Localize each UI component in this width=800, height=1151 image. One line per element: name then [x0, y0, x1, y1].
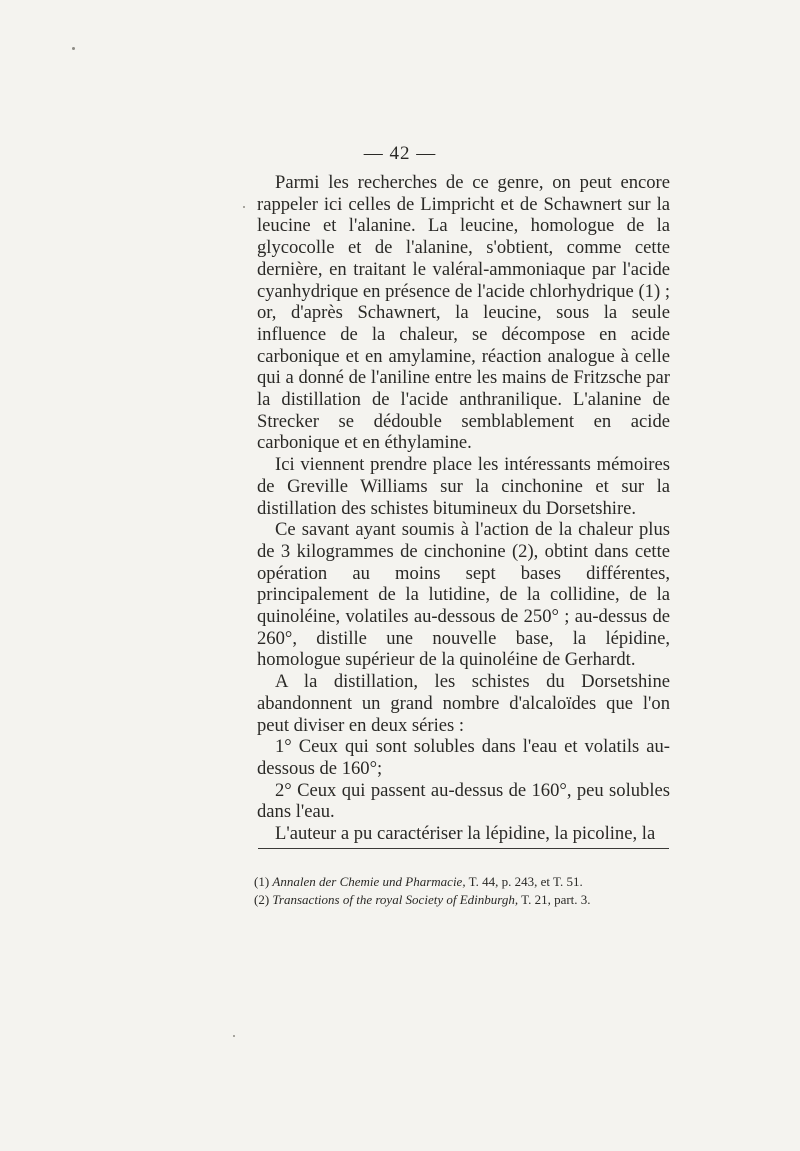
footnote-divider: [258, 848, 669, 849]
paper-speck: [72, 47, 75, 50]
footnote: [254, 873, 674, 891]
footnote-reference: T. 44, p. 243, et T. 51.: [468, 874, 583, 889]
footnote-work: Annalen der Chemie und Pharmacie,: [272, 874, 466, 889]
paragraph: A la distillation, les schistes du Dorsetshine abandonnent un grand nombre d'alcaloïdes que l'on peut diviser en deux séries :: [257, 671, 670, 736]
footnote-marker: (2): [254, 892, 270, 907]
paragraph: Ici viennent prendre place les intéressants mémoires de Greville Williams sur la cinchonine et sur la distillation des schistes bitumineux du Dorsetshire.: [257, 454, 670, 519]
paragraph: 2° Ceux qui passent au-dessus de 160°, peu solubles dans l'eau.: [257, 779, 670, 823]
footnote-reference: T. 21, part. 3.: [521, 892, 591, 907]
footnote: [254, 891, 674, 909]
paper-speck: [243, 206, 245, 208]
footnote-work: Transactions of the royal Society of Edinburgh,: [272, 892, 519, 907]
paragraph: Ce savant ayant soumis à l'action de la chaleur plus de 3 kilogrammes de cinchonine (2), obtint dans cette opération au moins sept bases différentes, principalement de la lutidine, de la collidine, de la quinoléine, volatiles au-dessous de 250° ; au-dessus de 260°, distille une nouvelle base, la lépidine, homologue supérieur de la quinoléine de Gerhardt.: [257, 519, 670, 671]
footnote-marker: (1): [254, 874, 270, 889]
paper-speck: [233, 1035, 235, 1037]
paragraph: Parmi les recherches de ce genre, on peut encore rappeler ici celles de Limpricht et de Schawnert sur la leucine et l'alanine. La leucine, homologue de la glycocolle et de l'alanine, s'obtient, comme cette dernière, en traitant le valéral-ammoniaque par l'acide cyanhydrique en présence de l'acide chlorhydrique (1) ; or, d'après Schawnert, la leucine, sous la seule influence de la chaleur, se décompose en acide carbonique et en amylamine, réaction analogue à celle qui a donné de l'aniline entre les mains de Fritzsche par la distillation de l'acide anthranilique. L'alanine de Strecker se dédouble semblablement en acide carbonique et en éthylamine.: [257, 172, 670, 454]
body-text: [257, 172, 670, 845]
footnotes: [254, 873, 674, 909]
page-number: — 42 —: [363, 143, 437, 164]
paragraph: L'auteur a pu caractériser la lépidine, la picoline, la: [275, 823, 656, 845]
paragraph: 1° Ceux qui sont solubles dans l'eau et volatils au-dessous de 160°;: [257, 736, 670, 779]
